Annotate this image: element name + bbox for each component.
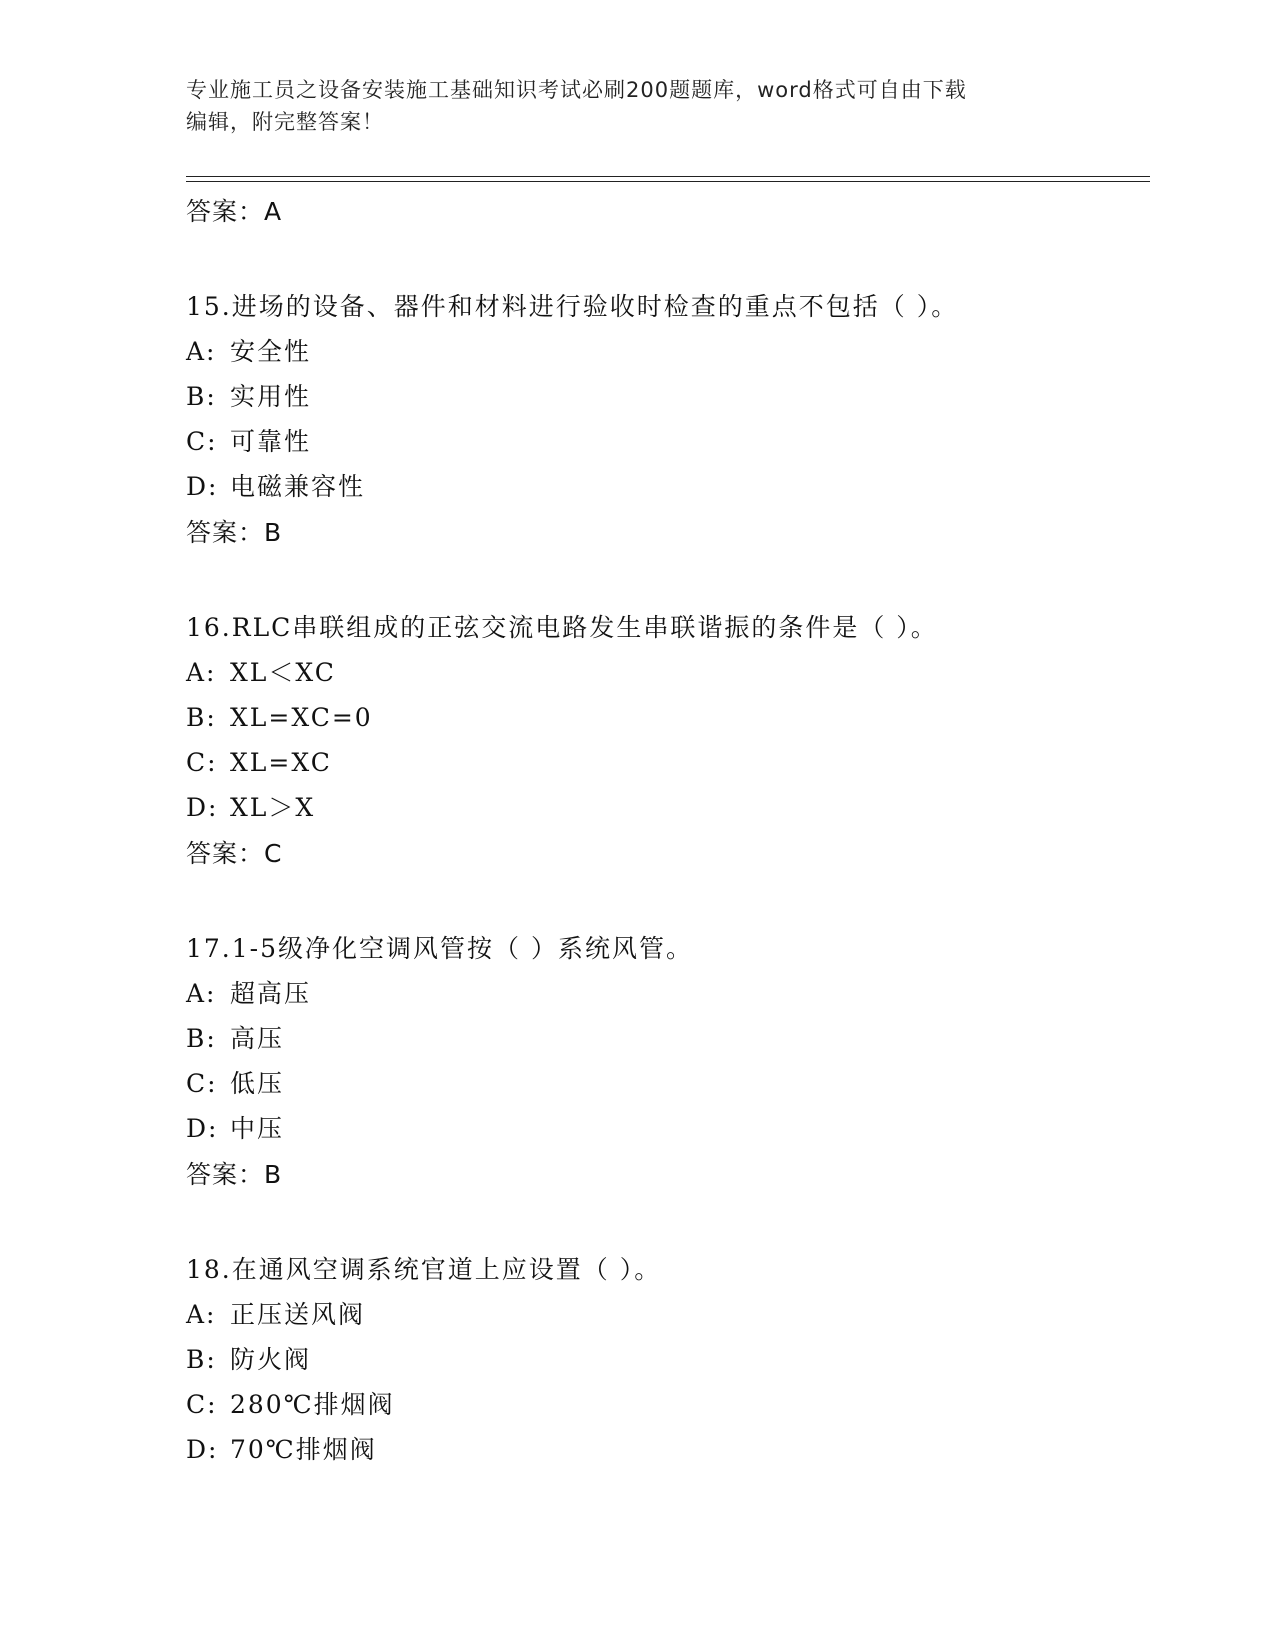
option-d — [186, 785, 1150, 830]
question-18 — [186, 1247, 1150, 1472]
option-label: D: — [186, 793, 219, 822]
option-label: B: — [186, 1024, 217, 1053]
option-text: 中压 — [230, 1114, 285, 1143]
option-text: 正压送风阀 — [230, 1300, 366, 1329]
option-d — [186, 464, 1150, 509]
option-d — [186, 1427, 1150, 1472]
option-label: A: — [186, 979, 217, 1008]
option-text: 低压 — [230, 1069, 285, 1098]
option-label: B: — [186, 382, 217, 411]
option-label: C: — [186, 748, 218, 777]
question-15 — [186, 284, 1150, 557]
option-text: 实用性 — [230, 382, 312, 411]
option-text: 70℃排烟阀 — [230, 1435, 377, 1464]
question-16 — [186, 605, 1150, 878]
option-label: D: — [186, 472, 219, 501]
option-label: D: — [186, 1435, 219, 1464]
question-list — [186, 188, 1150, 1520]
option-b — [186, 695, 1150, 740]
option-text: XL＞X — [230, 793, 316, 822]
option-label: B: — [186, 1345, 217, 1374]
previous-question-answer: 答案：A — [186, 197, 283, 226]
option-a — [186, 1292, 1150, 1337]
option-label: B: — [186, 703, 217, 732]
option-label: A: — [186, 337, 217, 366]
document-header — [186, 74, 1066, 138]
option-label: A: — [186, 1300, 217, 1329]
header-title-line-2: 编辑，附完整答案！ — [186, 110, 384, 134]
option-a — [186, 650, 1150, 695]
option-label: D: — [186, 1114, 219, 1143]
option-c — [186, 1061, 1150, 1106]
question-answer: 答案：C — [186, 839, 283, 868]
question-stem: 17.1-5级净化空调风管按（ ）系统风管。 — [186, 934, 693, 963]
option-label: C: — [186, 427, 218, 456]
option-text: XL=XC — [230, 748, 332, 777]
option-c — [186, 419, 1150, 464]
question-stem: 16.RLC串联组成的正弦交流电路发生串联谐振的条件是（ ）。 — [186, 613, 938, 642]
option-text: XL=XC=0 — [230, 703, 373, 732]
option-text: 280℃排烟阀 — [230, 1390, 395, 1419]
header-title-line-1: 专业施工员之设备安装施工基础知识考试必刷200题题库，word格式可自由下载 — [186, 78, 967, 102]
question-stem: 15.进场的设备、器件和材料进行验收时检查的重点不包括（ ）。 — [186, 292, 959, 321]
question-answer: 答案：B — [186, 518, 283, 547]
option-text: 高压 — [230, 1024, 285, 1053]
option-b — [186, 374, 1150, 419]
option-label: C: — [186, 1069, 218, 1098]
option-text: 超高压 — [230, 979, 312, 1008]
option-text: 可靠性 — [230, 427, 312, 456]
question-stem: 18.在通风空调系统官道上应设置（ ）。 — [186, 1255, 662, 1284]
option-label: C: — [186, 1390, 218, 1419]
option-c — [186, 1382, 1150, 1427]
option-c — [186, 740, 1150, 785]
option-d — [186, 1106, 1150, 1151]
question-answer: 答案：B — [186, 1160, 283, 1189]
option-text: 安全性 — [230, 337, 312, 366]
question-17 — [186, 926, 1150, 1199]
option-text: XL＜XC — [230, 658, 336, 687]
header-divider — [186, 176, 1150, 182]
option-b — [186, 1337, 1150, 1382]
option-a — [186, 971, 1150, 1016]
option-text: 电磁兼容性 — [230, 472, 366, 501]
option-label: A: — [186, 658, 217, 687]
option-text: 防火阀 — [230, 1345, 312, 1374]
option-b — [186, 1016, 1150, 1061]
option-a — [186, 329, 1150, 374]
